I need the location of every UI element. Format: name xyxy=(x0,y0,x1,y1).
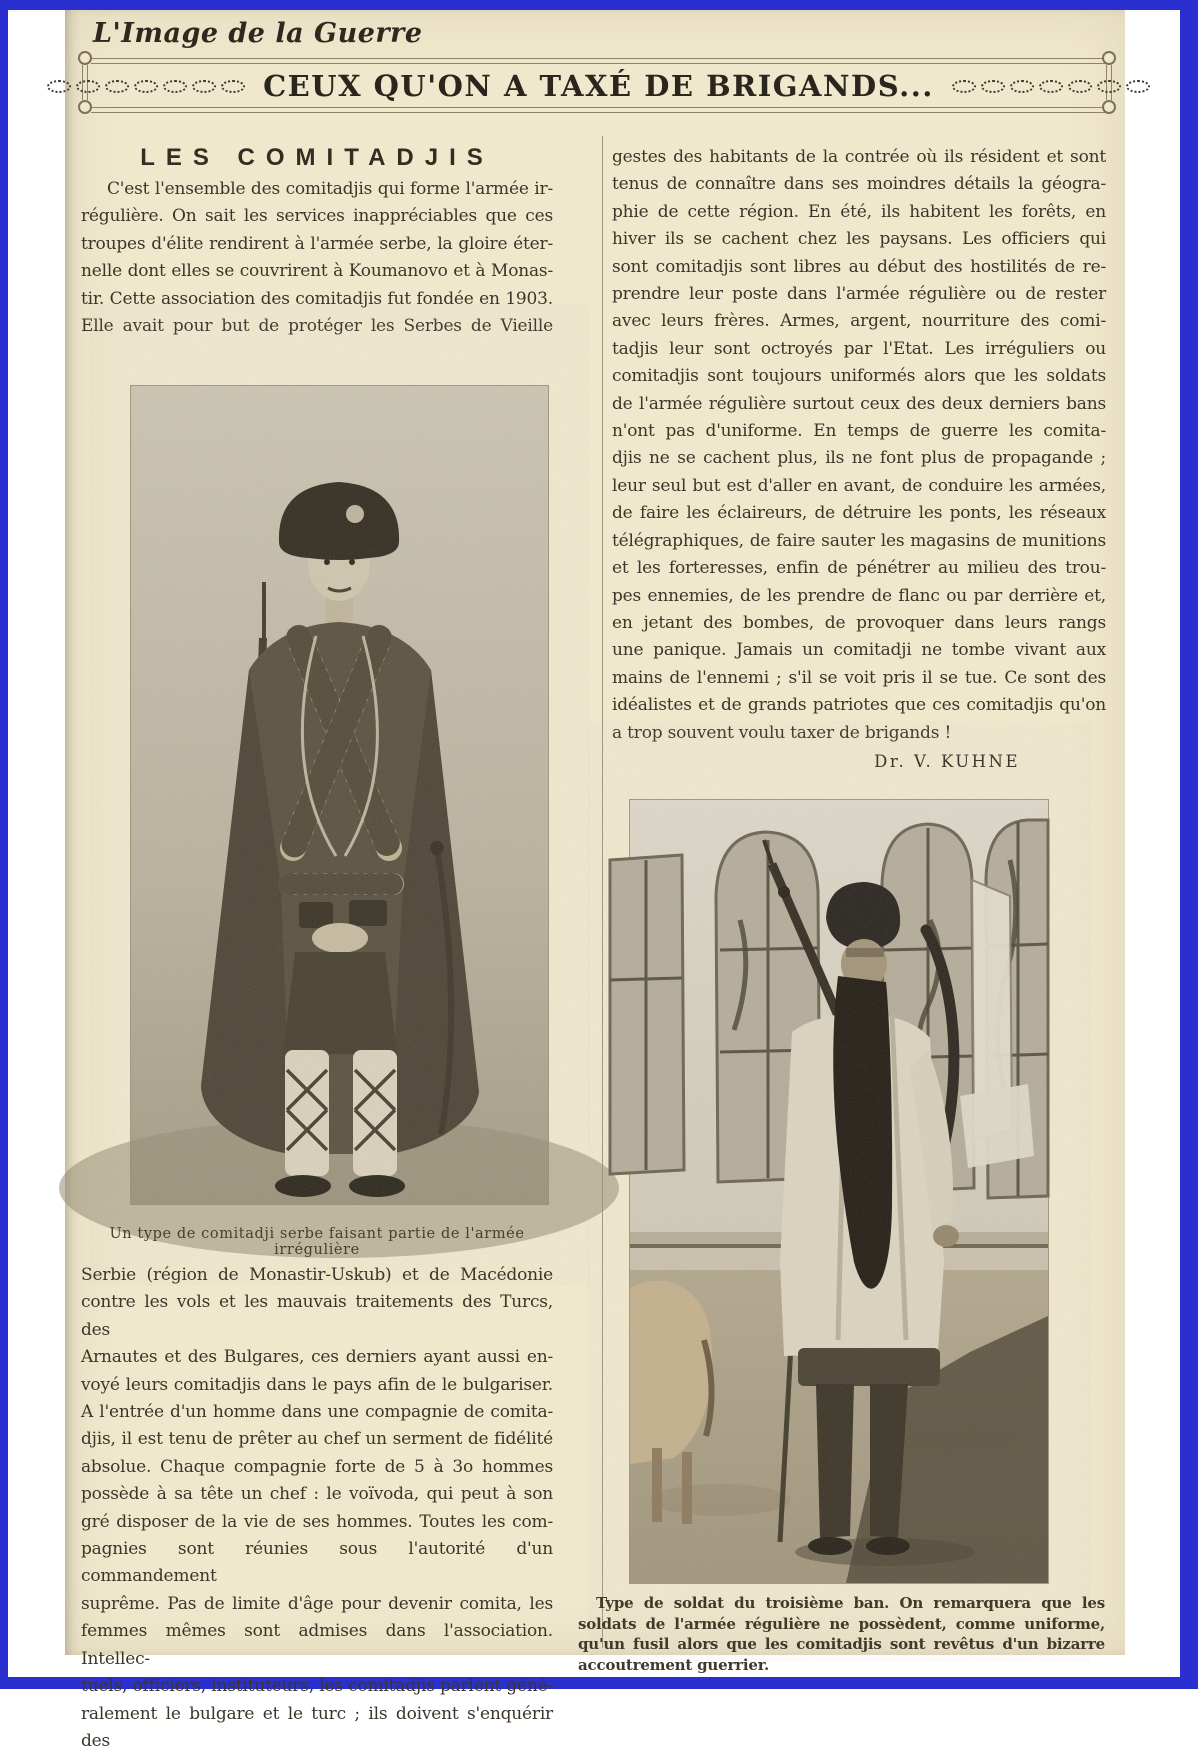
masthead-title: L'Image de la Guerre xyxy=(93,18,423,49)
photo-comitadji-serbe xyxy=(131,386,548,1204)
left-paragraph-2: Serbie (région de Monastir-Uskub) et de Macédonie contre les vols et les mauvais traitements des Turcs, des Arnautes et des Bulgares, ces derniers ayant aussi en- voyé leurs comitadjis dans le pays afin de le bulgariser. A l'entrée d'un homme dans une compagnie de comita- djis, il est tenu de prêter au chef un serment de fidélité absolue. Chaque compagnie forte de 5 à 3o hommes possède à sa tête un chef : le voïvoda, qui peut à son gré disposer de la vie de ses hommes. Toutes les com- pagnies sont réunies sous l'autorité d'un commandement suprême. Pas de limite d'âge pour devenir comita, les femmes mêmes sont admises dans l'association. Intellec- tuels, officiers, instituteurs, les comitadjis parlent géné- ralement le bulgare et le turc ; ils doivent s'enquérir des xyxy=(81,1265,553,1751)
header-circle-icon xyxy=(78,100,92,114)
bead-ornament-icon xyxy=(952,80,976,93)
header-circle-icon xyxy=(78,51,92,65)
bead-ornament-icon xyxy=(1126,80,1150,93)
bead-ornament-icon xyxy=(1010,80,1034,93)
bead-ornament-icon xyxy=(105,80,129,93)
ornament-row-left xyxy=(44,80,247,93)
bead-ornament-icon xyxy=(1068,80,1092,93)
border-left xyxy=(0,0,8,1689)
bead-ornament-icon xyxy=(221,80,245,93)
photo2-illustration xyxy=(630,800,1048,1583)
bead-ornament-icon xyxy=(981,80,1005,93)
column-divider xyxy=(602,136,603,1648)
left-paragraph-1: C'est l'ensemble des comitadjis qui forme l'armée ir- régulière. On sait les services inappréciables que ces troupes d'élite rendirent à l'armée serbe, la gloire éter- nelle dont elles se couvrirent à Koumanovo et à Monas- tir. Cette association des comitadjis fut fondée en 1903. Elle avait pour but de protéger les Serbes de Vieille xyxy=(81,179,553,337)
photo-soldat-troisieme-ban xyxy=(630,800,1048,1583)
bead-ornament-icon xyxy=(163,80,187,93)
photo1-illustration xyxy=(131,386,548,1204)
ornament-row-right xyxy=(950,80,1153,93)
bead-ornament-icon xyxy=(192,80,216,93)
bead-ornament-icon xyxy=(134,80,158,93)
banner-title: CEUX QU'ON A TAXÉ DE BRIGANDS... xyxy=(263,69,934,103)
right-paragraph: gestes des habitants de la contrée où ils résident et sont tenus de connaître dans ses moindres détails la géogra- phie de cette région. En été, ils habitent les forêts, en hiver ils se cachent chez les paysans. Les officiers qui sont comitadjis sont libres au début des hostilités de re- prendre leur poste dans l'armée régulière ou de rester avec leurs frères. Armes, argent, nourriture des comi- tadjis leur sont octroyés par l'Etat. Les irréguliers ou comitadjis sont toujours uniformés alors que les soldats de l'armée régulière surtout ceux des deux derniers bans n'ont pas d'uniforme. En temps de guerre les comita- djis ne se cachent plus, ils ne font plus de propagande ; leur seul but est d'aller en avant, de conduire les armées, de faire les éclaireurs, de détruire les ponts, les réseaux télégraphiques, de faire sauter les magasins de munitions et les forteresses, enfin de pénétrer au milieu des trou- pes ennemies, de les prendre de flanc ou par derrière et, en jetant des bombes, de provoquer dans leurs rangs une panique. Jamais un comitadji ne tombe vivant aux mains de l'ennemi ; s'il se voit pris il se tue. Ce sont des idéalistes et de grands patriotes que ces comitadjis qu'on a trop souvent voulu taxer de brigands ! xyxy=(612,147,1106,743)
bead-ornament-icon xyxy=(1039,80,1063,93)
banner xyxy=(91,64,1106,108)
bead-ornament-icon xyxy=(1097,80,1121,93)
magazine-page xyxy=(65,10,1125,1751)
bead-ornament-icon xyxy=(47,80,71,93)
article-heading: LES COMITADJIS xyxy=(140,144,494,171)
border-top xyxy=(0,0,1198,10)
header-circle-icon xyxy=(1102,51,1116,65)
border-right xyxy=(1180,0,1198,1689)
bead-ornament-icon xyxy=(76,80,100,93)
photo1-caption: Un type de comitadji serbe faisant partie de l'armée irrégulière xyxy=(109,1226,525,1258)
photo2-caption: Type de soldat du troisième ban. On remarquera que les soldats de l'armée régulière ne possèdent, comme uniforme, qu'un fusil alors que les comitadjis sont revêtus d'un bizarre accoutrement guerrier. xyxy=(578,1594,1105,1674)
author-signature: Dr. V. KUHNE xyxy=(874,752,1020,771)
